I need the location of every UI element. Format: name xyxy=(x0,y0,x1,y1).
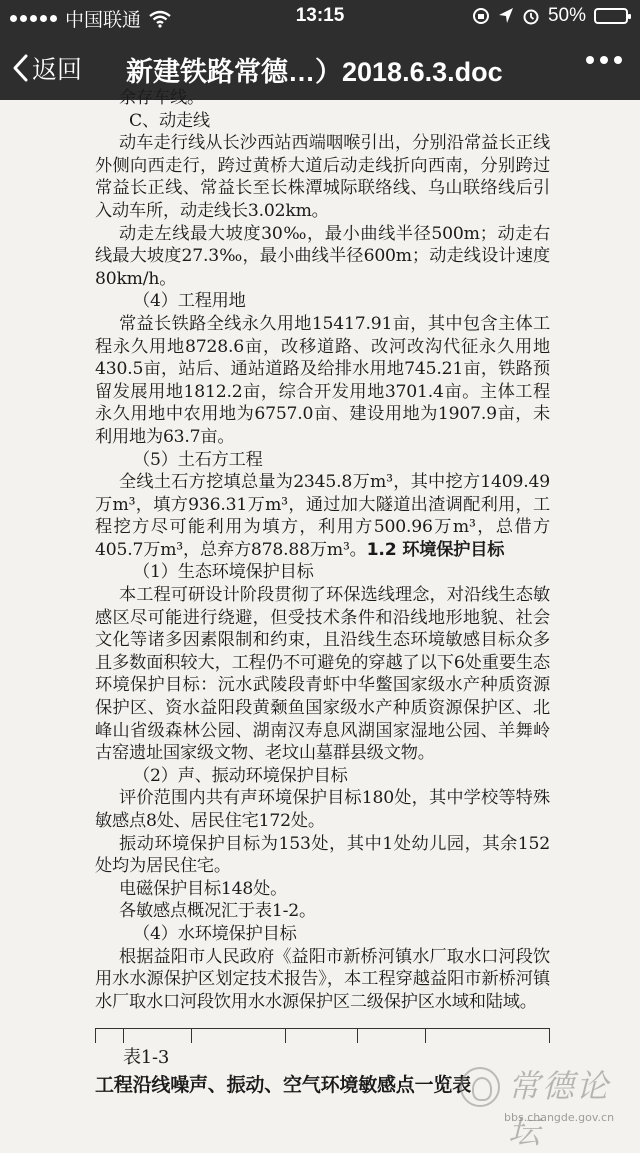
paragraph xyxy=(95,471,550,561)
document-body xyxy=(95,87,550,1097)
paragraph: 根据益阳市人民政府《益阳市新桥河镇水厂取水口河段饮用水水源保护区划定技术报告》，本工程穿越益阳市新桥河镇水厂取水口河段饮用水水源保护区二级保护区水域和陆域。 xyxy=(95,946,550,1012)
paragraph-text: 全线土石方挖填总量为2345.8万m³，其中挖方1409.49万m³，填方936.31万m³，通过加大隧道出渣调配利用，工程挖方尽可能利用为填方，利用方500.96万m³，总借方405.7万m³，总弃方878.88万m³。 xyxy=(95,472,550,560)
status-right xyxy=(472,5,628,27)
document-viewer[interactable] xyxy=(0,88,640,1137)
paragraph: 评价范围内共有声环境保护目标180处，其中学校等特殊敏感点8处、居民住宅172处。 xyxy=(95,788,550,831)
section-heading: （2）声、振动环境保护目标 xyxy=(133,765,348,786)
watermark-text: 常德论坛 xyxy=(508,1067,611,1151)
section-heading: （4）工程用地 xyxy=(133,291,246,312)
location-icon xyxy=(498,7,514,25)
watermark-url: bbs.changde.gov.cn xyxy=(504,1111,615,1124)
forum-watermark xyxy=(460,1053,630,1151)
chevron-left-icon xyxy=(12,54,28,82)
document-title: 新建铁路常德…）2018.6.3.doc xyxy=(126,57,503,87)
back-label: 返回 xyxy=(32,56,83,84)
more-dot-icon xyxy=(586,56,594,64)
paragraph: 动走左线最大坡度30‰，最小曲线半径500m；动走右线最大坡度27.3‰，最小曲线半径600m；动走线设计速度80km/h。 xyxy=(95,223,550,289)
section-heading: （4）水环境保护目标 xyxy=(133,923,297,944)
table-title: 工程沿线噪声、振动、空气环境敏感点一览表 xyxy=(95,1073,472,1096)
paragraph: 本工程可研设计阶段贯彻了环保选线理念，对沿线生态敏感区尽可能进行绕避，但受技术条件和沿线地形地貌、社会文化等诸多因素限制和约束，且沿线生态环境敏感目标众多且多数面积较大，工程仍不可避免的穿越了以下6处重要生态环境保护目标：沅水武陵段青虾中华鳖国家级水产种质资源保护区、资水益阳段黄颡鱼国家级水产种质资源保护区、北峰山省级森林公园、湖南汉寿息风湖国家湿地公园、羊舞岭古窑遗址国家级文物、老坟山墓群县级文物。 xyxy=(95,585,550,764)
status-time: 13:15 xyxy=(295,5,345,26)
more-options-button[interactable] xyxy=(586,56,622,64)
battery-percent: 50% xyxy=(547,5,586,26)
paragraph: 各敏感点概况汇于表1-2。 xyxy=(119,901,316,922)
status-bar xyxy=(0,0,640,34)
table-top-edge xyxy=(95,1028,550,1042)
forum-logo-icon xyxy=(460,1067,500,1107)
section-heading: （1）生态环境保护目标 xyxy=(133,562,314,583)
back-button[interactable] xyxy=(12,50,82,86)
section-heading: C、动走线 xyxy=(129,110,210,131)
chapter-heading: 1.2 环境保护目标 xyxy=(366,539,505,560)
paragraph: 余存车线。 xyxy=(119,88,204,108)
more-dot-icon xyxy=(614,56,622,64)
paragraph: 动车走行线从长沙西站西端咽喉引出，分别沿常益长正线外侧向西走行，跨过黄桥大道后动走线折向西南，分别跨过常益长正线、常益长至长株潭城际联络线、乌山联络线后引入动车所，动走线长3.02km。 xyxy=(95,133,550,221)
more-dot-icon xyxy=(600,56,608,64)
alarm-icon xyxy=(522,7,540,25)
section-heading: （5）土石方工程 xyxy=(133,449,263,470)
table-label: 表1-3 xyxy=(123,1047,170,1069)
carrier-label: 中国联通 xyxy=(65,10,142,31)
battery-icon xyxy=(594,8,628,24)
paragraph: 电磁保护目标148处。 xyxy=(119,878,288,899)
paragraph: 振动环境保护目标为153处，其中1处幼儿园，其余152处均为居民住宅。 xyxy=(95,833,550,877)
paragraph: 常益长铁路全线永久用地15417.91亩，其中包含主体工程永久用地8728.6亩，改移道路、改河改沟代征永久用地430.5亩，站后、通站道路及给排水用地745.21亩，铁路预留发展用地1812.2亩，综合开发用地3701.4亩。主体工程永久用地中农用地为6757.0亩、建设用地为1907.9亩，未利用地为63.7亩。 xyxy=(95,313,550,447)
orientation-lock-icon xyxy=(472,7,490,25)
